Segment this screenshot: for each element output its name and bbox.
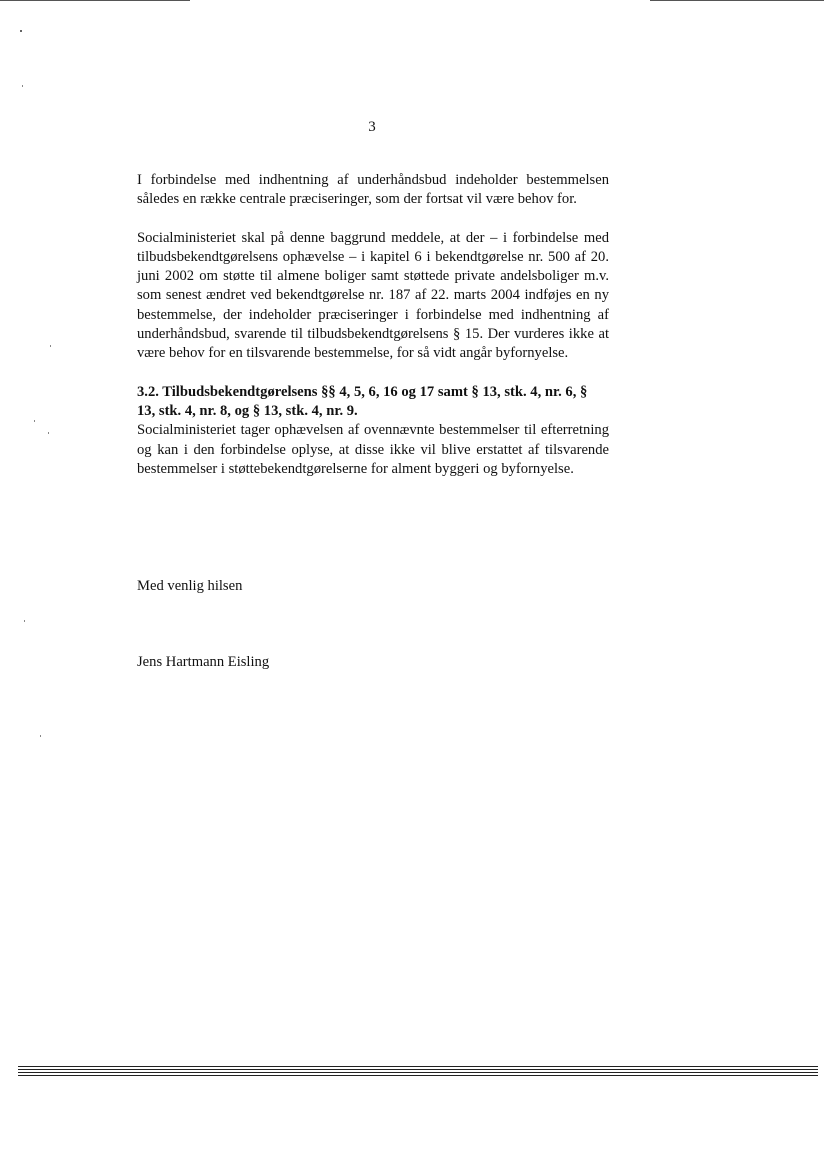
closing-salutation: Med venlig hilsen — [137, 578, 243, 594]
paragraph: Socialministeriet tager ophævelsen af ovennævnte bestemmelser til efterretning og kan i den forbindelse oplyse, at disse ikke vil blive erstattet af tilsvarende bestemmelser i støttebekendtgørelserne for alment byggeri og byfornyelse. — [137, 422, 609, 477]
scan-mark — [48, 432, 49, 434]
bottom-rule — [18, 1069, 818, 1070]
scan-mark — [40, 735, 41, 737]
scan-mark — [34, 420, 35, 422]
letter-body — [137, 171, 609, 479]
bottom-rule — [18, 1066, 818, 1067]
scan-mark — [50, 345, 51, 347]
page-number: 3 — [368, 119, 376, 135]
scan-mark — [24, 620, 25, 622]
paragraph: I forbindelse med indhentning af underhåndsbud indeholder bestemmelsen således en række centrale præciseringer, som der fortsat vil være behov for. — [137, 172, 609, 208]
scan-edge-line — [0, 0, 190, 1]
bottom-rule — [18, 1072, 818, 1073]
scan-mark — [20, 30, 22, 32]
paragraph: Socialministeriet skal på denne baggrund meddele, at der – i forbindelse med tilbudsbekendtgørelsens ophævelse – i kapitel 6 i bekendtgørelse nr. 500 af 20. juni 2002 om støtte til almene boliger samt støttede private andelsboliger m.v. som senest ændret ved bekendtgørelse nr. 187 af 22. marts 2004 indføjes en ny bestemmelse, der indeholder præciseringer i forbindelse med indhentning af underhåndsbud, svarende til tilbudsbekendtgørelsens § 15. Der vurderes ikke at være behov for en tilsvarende bestemmelse, for så vidt angår byfornyelse. — [137, 229, 609, 362]
section-heading: 3.2. Tilbudsbekendtgørelsens §§ 4, 5, 6, 16 og 17 samt § 13, stk. 4, nr. 6, § 13, stk. 4, nr. 8, og § 13, stk. 4, nr. 9. — [137, 383, 588, 419]
signer-name: Jens Hartmann Eisling — [137, 654, 270, 670]
scan-edge-line — [650, 0, 824, 1]
bottom-rule — [18, 1075, 818, 1076]
scan-mark — [22, 85, 23, 87]
